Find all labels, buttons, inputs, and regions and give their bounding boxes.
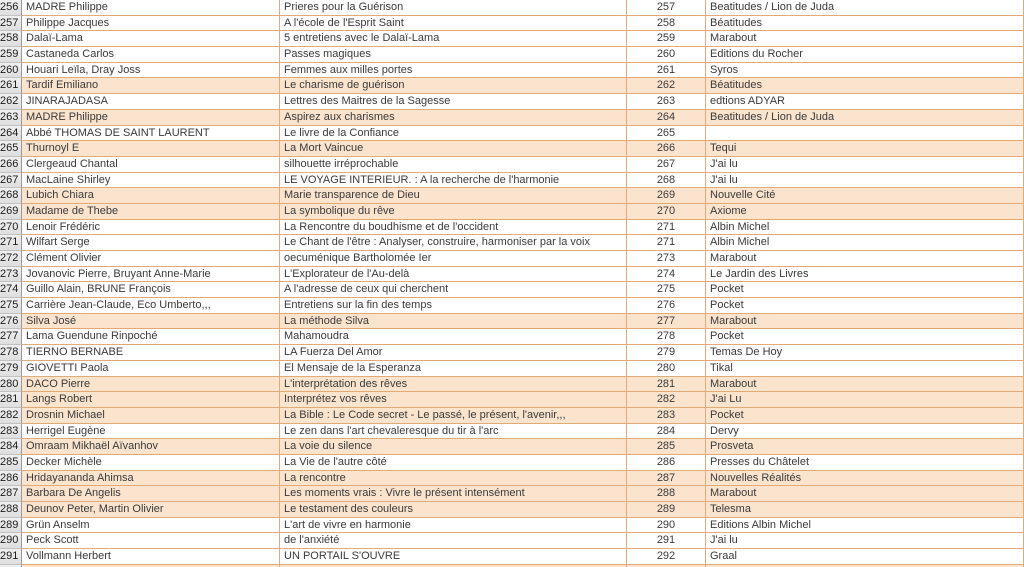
author-cell[interactable]: MADRE Philippe bbox=[22, 110, 280, 126]
title-cell[interactable]: Entretiens sur la fin des temps bbox=[280, 298, 627, 314]
publisher-cell[interactable]: Tikal bbox=[706, 361, 1024, 377]
author-cell[interactable]: Langs Robert bbox=[22, 392, 280, 408]
author-cell[interactable]: Tardif Emiliano bbox=[22, 78, 280, 94]
row-header-cell[interactable]: 265 bbox=[0, 141, 22, 157]
author-cell[interactable]: Jovanovic Pierre, Bruyant Anne-Marie bbox=[22, 267, 280, 283]
publisher-cell[interactable]: Tequi bbox=[706, 141, 1024, 157]
title-cell[interactable]: Le testament des couleurs bbox=[280, 502, 627, 518]
catalog-number-cell[interactable]: 265 bbox=[627, 126, 706, 142]
author-cell[interactable]: MADRE Philippe bbox=[22, 0, 280, 16]
publisher-cell[interactable]: Béatitudes bbox=[706, 78, 1024, 94]
catalog-number-cell[interactable]: 286 bbox=[627, 455, 706, 471]
catalog-number-cell[interactable]: 270 bbox=[627, 204, 706, 220]
title-cell[interactable]: UN PORTAIL S'OUVRE bbox=[280, 549, 627, 565]
title-cell[interactable]: La Mort Vaincue bbox=[280, 141, 627, 157]
publisher-cell[interactable]: Editions du Rocher bbox=[706, 47, 1024, 63]
catalog-number-cell[interactable]: 260 bbox=[627, 47, 706, 63]
author-cell[interactable]: JINARAJADASA bbox=[22, 94, 280, 110]
publisher-cell[interactable]: Albin Michel bbox=[706, 220, 1024, 236]
catalog-number-cell[interactable]: 259 bbox=[627, 31, 706, 47]
row-header-cell[interactable]: 289 bbox=[0, 518, 22, 534]
author-cell[interactable]: Herrigel Eugène bbox=[22, 424, 280, 440]
title-cell[interactable]: La symbolique du rêve bbox=[280, 204, 627, 220]
catalog-number-cell[interactable]: 273 bbox=[627, 251, 706, 267]
author-cell[interactable]: GIOVETTI Paola bbox=[22, 361, 280, 377]
row-header-cell[interactable]: 268 bbox=[0, 188, 22, 204]
title-cell[interactable]: Marie transparence de Dieu bbox=[280, 188, 627, 204]
catalog-number-cell[interactable]: 290 bbox=[627, 518, 706, 534]
publisher-cell[interactable]: Le Jardin des Livres bbox=[706, 267, 1024, 283]
row-header-cell[interactable]: 277 bbox=[0, 329, 22, 345]
author-cell[interactable]: Madame de Thebe bbox=[22, 204, 280, 220]
row-header-cell[interactable]: 282 bbox=[0, 408, 22, 424]
row-header-cell[interactable]: 262 bbox=[0, 94, 22, 110]
catalog-number-cell[interactable]: 278 bbox=[627, 329, 706, 345]
catalog-number-cell[interactable]: 269 bbox=[627, 188, 706, 204]
catalog-number-cell[interactable]: 261 bbox=[627, 63, 706, 79]
author-cell[interactable]: Peck Scott bbox=[22, 533, 280, 549]
author-cell[interactable]: Lubich Chiara bbox=[22, 188, 280, 204]
title-cell[interactable]: Femmes aux milles portes bbox=[280, 63, 627, 79]
title-cell[interactable]: La méthode Silva bbox=[280, 314, 627, 330]
catalog-number-cell[interactable]: 271 bbox=[627, 235, 706, 251]
title-cell[interactable]: 5 entretiens avec le Dalaï-Lama bbox=[280, 31, 627, 47]
title-cell[interactable]: La Rencontre du boudhisme et de l'occident bbox=[280, 220, 627, 236]
row-header-cell[interactable]: 284 bbox=[0, 439, 22, 455]
catalog-number-cell[interactable]: 289 bbox=[627, 502, 706, 518]
title-cell[interactable]: L'interprétation des rêves bbox=[280, 377, 627, 393]
row-header-cell[interactable]: 278 bbox=[0, 345, 22, 361]
catalog-number-cell[interactable]: 258 bbox=[627, 16, 706, 32]
catalog-number-cell[interactable]: 262 bbox=[627, 78, 706, 94]
author-cell[interactable]: DACO Pierre bbox=[22, 377, 280, 393]
title-cell[interactable]: A l'adresse de ceux qui cherchent bbox=[280, 282, 627, 298]
author-cell[interactable]: Wilfart Serge bbox=[22, 235, 280, 251]
author-cell[interactable]: Clergeaud Chantal bbox=[22, 157, 280, 173]
row-header-cell[interactable]: 261 bbox=[0, 78, 22, 94]
catalog-number-cell[interactable]: 271 bbox=[627, 220, 706, 236]
row-header-cell[interactable]: 259 bbox=[0, 47, 22, 63]
publisher-cell[interactable]: J'ai Lu bbox=[706, 392, 1024, 408]
row-header-cell[interactable]: 287 bbox=[0, 486, 22, 502]
catalog-number-cell[interactable]: 280 bbox=[627, 361, 706, 377]
row-header-cell[interactable]: 290 bbox=[0, 533, 22, 549]
catalog-number-cell[interactable]: 263 bbox=[627, 94, 706, 110]
row-header-cell[interactable]: 263 bbox=[0, 110, 22, 126]
title-cell[interactable]: Mahamoudra bbox=[280, 329, 627, 345]
catalog-number-cell[interactable]: 274 bbox=[627, 267, 706, 283]
catalog-number-cell[interactable]: 283 bbox=[627, 408, 706, 424]
author-cell[interactable]: Decker Michèle bbox=[22, 455, 280, 471]
row-header-cell[interactable]: 260 bbox=[0, 63, 22, 79]
title-cell[interactable]: LA Fuerza Del Amor bbox=[280, 345, 627, 361]
publisher-cell[interactable]: Pocket bbox=[706, 329, 1024, 345]
catalog-number-cell[interactable]: 257 bbox=[627, 0, 706, 16]
catalog-number-cell[interactable]: 291 bbox=[627, 533, 706, 549]
row-header-cell[interactable]: 281 bbox=[0, 392, 22, 408]
publisher-cell[interactable]: Axiome bbox=[706, 204, 1024, 220]
publisher-cell[interactable]: J'ai lu bbox=[706, 173, 1024, 189]
row-header-cell[interactable]: 276 bbox=[0, 314, 22, 330]
title-cell[interactable]: Prieres pour la Guérison bbox=[280, 0, 627, 16]
catalog-number-cell[interactable]: 287 bbox=[627, 471, 706, 487]
row-header-cell[interactable]: 264 bbox=[0, 126, 22, 142]
catalog-number-cell[interactable]: 276 bbox=[627, 298, 706, 314]
catalog-number-cell[interactable]: 267 bbox=[627, 157, 706, 173]
publisher-cell[interactable]: Marabout bbox=[706, 251, 1024, 267]
publisher-cell[interactable]: Presses du Châtelet bbox=[706, 455, 1024, 471]
catalog-number-cell[interactable]: 268 bbox=[627, 173, 706, 189]
title-cell[interactable]: La rencontre bbox=[280, 471, 627, 487]
publisher-cell[interactable]: Pocket bbox=[706, 282, 1024, 298]
row-header-cell[interactable]: 269 bbox=[0, 204, 22, 220]
title-cell[interactable]: La voie du silence bbox=[280, 439, 627, 455]
catalog-number-cell[interactable]: 282 bbox=[627, 392, 706, 408]
publisher-cell[interactable]: Marabout bbox=[706, 377, 1024, 393]
publisher-cell[interactable]: J'ai lu bbox=[706, 157, 1024, 173]
catalog-number-cell[interactable]: 266 bbox=[627, 141, 706, 157]
title-cell[interactable]: Aspirez aux charismes bbox=[280, 110, 627, 126]
title-cell[interactable]: oecuménique Bartholomée Ier bbox=[280, 251, 627, 267]
title-cell[interactable]: L'art de vivre en harmonie bbox=[280, 518, 627, 534]
title-cell[interactable]: silhouette irréprochable bbox=[280, 157, 627, 173]
author-cell[interactable]: Lama Guendune Rinpoché bbox=[22, 329, 280, 345]
row-header-cell[interactable]: 279 bbox=[0, 361, 22, 377]
title-cell[interactable]: Les moments vrais : Vivre le présent intensément bbox=[280, 486, 627, 502]
publisher-cell[interactable]: Graal bbox=[706, 549, 1024, 565]
author-cell[interactable]: Clément Olivier bbox=[22, 251, 280, 267]
author-cell[interactable]: Hridayananda Ahimsa bbox=[22, 471, 280, 487]
author-cell[interactable]: Dalaï-Lama bbox=[22, 31, 280, 47]
publisher-cell[interactable]: Beatitudes / Lion de Juda bbox=[706, 110, 1024, 126]
author-cell[interactable]: Grün Anselm bbox=[22, 518, 280, 534]
title-cell[interactable]: Le charisme de guérison bbox=[280, 78, 627, 94]
publisher-cell[interactable]: Pocket bbox=[706, 408, 1024, 424]
publisher-cell[interactable]: Prosveta bbox=[706, 439, 1024, 455]
title-cell[interactable]: de l'anxiété bbox=[280, 533, 627, 549]
author-cell[interactable]: Carrière Jean-Claude, Eco Umberto,,, bbox=[22, 298, 280, 314]
author-cell[interactable]: Houari Leïla, Dray Joss bbox=[22, 63, 280, 79]
publisher-cell[interactable]: Telesma bbox=[706, 502, 1024, 518]
catalog-number-cell[interactable]: 292 bbox=[627, 549, 706, 565]
catalog-number-cell[interactable]: 281 bbox=[627, 377, 706, 393]
catalog-number-cell[interactable]: 285 bbox=[627, 439, 706, 455]
author-cell[interactable]: Deunov Peter, Martin Olivier bbox=[22, 502, 280, 518]
publisher-cell[interactable]: Nouvelles Réalités bbox=[706, 471, 1024, 487]
author-cell[interactable]: Silva José bbox=[22, 314, 280, 330]
row-header-cell[interactable]: 273 bbox=[0, 267, 22, 283]
title-cell[interactable]: Interprétez vos rêves bbox=[280, 392, 627, 408]
row-header-cell[interactable]: 257 bbox=[0, 16, 22, 32]
title-cell[interactable]: La Bible : Le Code secret - Le passé, le présent, l'avenir,,, bbox=[280, 408, 627, 424]
row-header-cell[interactable]: 280 bbox=[0, 377, 22, 393]
title-cell[interactable]: A l'école de l'Esprit Saint bbox=[280, 16, 627, 32]
row-header-cell[interactable]: 283 bbox=[0, 424, 22, 440]
publisher-cell[interactable]: Beatitudes / Lion de Juda bbox=[706, 0, 1024, 16]
row-header-cell[interactable]: 285 bbox=[0, 455, 22, 471]
publisher-cell[interactable]: Pocket bbox=[706, 298, 1024, 314]
title-cell[interactable]: L'Explorateur de l'Au-delà bbox=[280, 267, 627, 283]
catalog-number-cell[interactable]: 288 bbox=[627, 486, 706, 502]
author-cell[interactable]: TIERNO BERNABE bbox=[22, 345, 280, 361]
title-cell[interactable]: LE VOYAGE INTERIEUR. : A la recherche de l'harmonie bbox=[280, 173, 627, 189]
author-cell[interactable]: Barbara De Angelis bbox=[22, 486, 280, 502]
publisher-cell[interactable] bbox=[706, 126, 1024, 142]
publisher-cell[interactable]: Dervy bbox=[706, 424, 1024, 440]
publisher-cell[interactable]: Syros bbox=[706, 63, 1024, 79]
row-header-cell[interactable]: 275 bbox=[0, 298, 22, 314]
author-cell[interactable]: Philippe Jacques bbox=[22, 16, 280, 32]
author-cell[interactable]: Guillo Alain, BRUNE François bbox=[22, 282, 280, 298]
author-cell[interactable]: Lenoir Frédéric bbox=[22, 220, 280, 236]
row-header-cell[interactable]: 258 bbox=[0, 31, 22, 47]
title-cell[interactable]: Lettres des Maitres de la Sagesse bbox=[280, 94, 627, 110]
publisher-cell[interactable]: Béatitudes bbox=[706, 16, 1024, 32]
title-cell[interactable]: Le livre de la Confiance bbox=[280, 126, 627, 142]
row-header-cell[interactable]: 288 bbox=[0, 502, 22, 518]
publisher-cell[interactable]: edtions ADYAR bbox=[706, 94, 1024, 110]
catalog-number-cell[interactable]: 279 bbox=[627, 345, 706, 361]
title-cell[interactable]: La Vie de l'autre côté bbox=[280, 455, 627, 471]
author-cell[interactable]: Castaneda Carlos bbox=[22, 47, 280, 63]
row-header-cell[interactable]: 266 bbox=[0, 157, 22, 173]
row-header-cell[interactable]: 270 bbox=[0, 220, 22, 236]
publisher-cell[interactable]: Marabout bbox=[706, 314, 1024, 330]
publisher-cell[interactable]: Nouvelle Cité bbox=[706, 188, 1024, 204]
title-cell[interactable]: El Mensaje de la Esperanza bbox=[280, 361, 627, 377]
row-header-cell[interactable]: 267 bbox=[0, 173, 22, 189]
row-header-cell[interactable]: 272 bbox=[0, 251, 22, 267]
catalog-number-cell[interactable]: 275 bbox=[627, 282, 706, 298]
catalog-number-cell[interactable]: 277 bbox=[627, 314, 706, 330]
title-cell[interactable]: Le Chant de l'être : Analyser, construire, harmoniser par la voix bbox=[280, 235, 627, 251]
publisher-cell[interactable]: Editions Albin Michel bbox=[706, 518, 1024, 534]
publisher-cell[interactable]: Marabout bbox=[706, 486, 1024, 502]
row-header-cell[interactable]: 291 bbox=[0, 549, 22, 565]
row-header-cell[interactable]: 286 bbox=[0, 471, 22, 487]
publisher-cell[interactable]: Temas De Hoy bbox=[706, 345, 1024, 361]
author-cell[interactable]: Abbé THOMAS DE SAINT LAURENT bbox=[22, 126, 280, 142]
publisher-cell[interactable]: J'ai lu bbox=[706, 533, 1024, 549]
catalog-number-cell[interactable]: 284 bbox=[627, 424, 706, 440]
author-cell[interactable]: Vollmann Herbert bbox=[22, 549, 280, 565]
catalog-number-cell[interactable]: 264 bbox=[627, 110, 706, 126]
row-header-cell[interactable]: 274 bbox=[0, 282, 22, 298]
author-cell[interactable]: Drosnin Michael bbox=[22, 408, 280, 424]
row-header-cell[interactable]: 256 bbox=[0, 0, 22, 16]
row-header-cell[interactable]: 271 bbox=[0, 235, 22, 251]
title-cell[interactable]: Le zen dans l'art chevaleresque du tir à l'arc bbox=[280, 424, 627, 440]
publisher-cell[interactable]: Marabout bbox=[706, 31, 1024, 47]
author-cell[interactable]: MacLaine Shirley bbox=[22, 173, 280, 189]
author-cell[interactable]: Omraam Mikhaël Aïvanhov bbox=[22, 439, 280, 455]
publisher-cell[interactable]: Albin Michel bbox=[706, 235, 1024, 251]
author-cell[interactable]: Thurnoyl E bbox=[22, 141, 280, 157]
title-cell[interactable]: Passes magiques bbox=[280, 47, 627, 63]
